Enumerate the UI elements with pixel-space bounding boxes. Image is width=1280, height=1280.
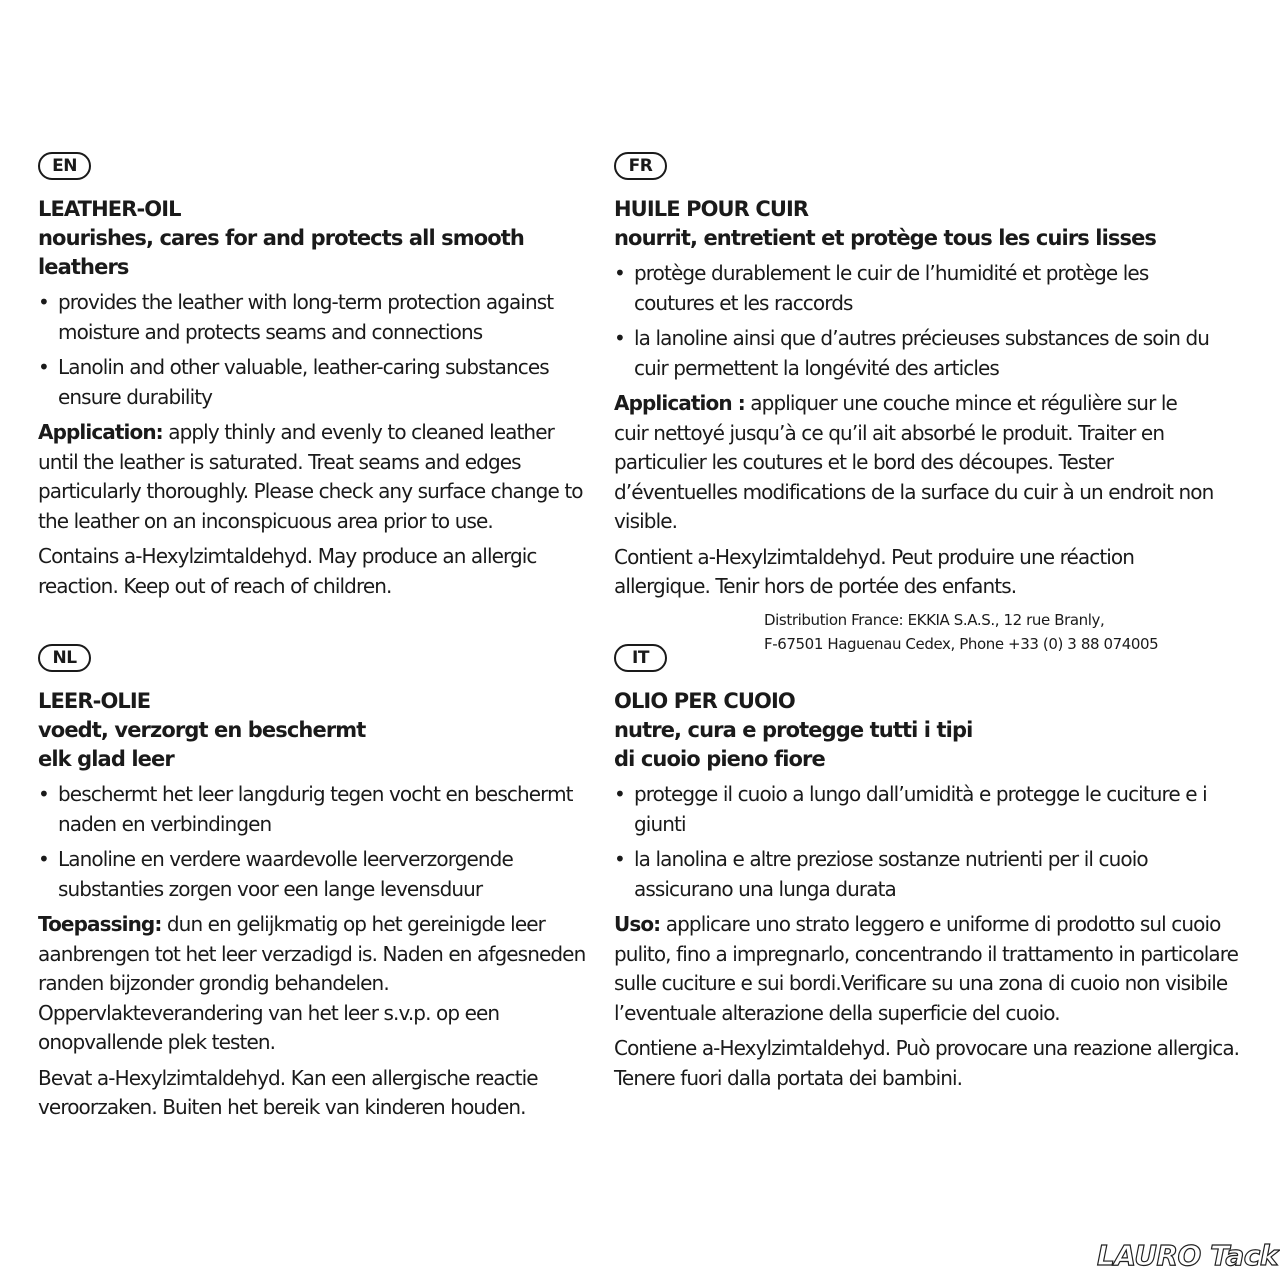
warning-text-en: Contains a-Hexylzimtaldehyd. May produce an allergic reaction. Keep out of reach of children.	[38, 544, 537, 598]
product-subtitle-fr: nourrit, entretient et protège tous les cuirs lisses	[614, 226, 1157, 250]
application-paragraph-nl	[38, 910, 598, 1058]
benefit-item	[614, 780, 1244, 839]
product-title-en: LEATHER-OIL	[38, 197, 181, 221]
product-title-fr: HUILE POUR CUIR	[614, 197, 809, 221]
benefit-list-en	[38, 288, 598, 412]
language-badge-it: IT	[614, 644, 667, 672]
warning-text-fr: Contient a-Hexylzimtaldehyd. Peut produire une réaction allergique. Tenir hors de portée des enfants.	[614, 544, 1135, 598]
benefit-item	[38, 845, 598, 904]
benefit-item	[38, 780, 598, 839]
benefit-text: Lanolin and other valuable, leather-caring substances ensure durability	[58, 355, 549, 409]
application-text: applicare uno strato leggero e uniforme di prodotto sul cuoio pulito, fino a impregnarlo, concentrando il trattamento in particolare sulle cuciture e sui bordi.Verificare su una zona di cuoio non visibile l’eventuale alterazione della superficie del cuoio.	[614, 912, 1239, 1025]
application-label: Application:	[38, 420, 163, 444]
bullet-icon: •	[38, 355, 49, 379]
application-paragraph-it	[614, 910, 1244, 1028]
benefit-text: la lanoline ainsi que d’autres précieuses substances de soin du cuir permettent la longévité des articles	[634, 326, 1210, 380]
language-badge-en: EN	[38, 152, 91, 180]
benefit-item	[38, 353, 598, 412]
benefit-item	[614, 845, 1244, 904]
watermark-logo: LAURO Tack	[1097, 1239, 1278, 1272]
product-title-it: OLIO PER CUOIO	[614, 689, 795, 713]
benefit-item	[38, 288, 598, 347]
application-text: apply thinly and evenly to cleaned leather until the leather is saturated. Treat seams and edges particularly thoroughly. Please check any surface change to the leather on an inconspicuous area prior to use.	[38, 420, 583, 533]
benefit-text: Lanoline en verdere waardevolle leerverzorgende substanties zorgen voor een lange levensduur	[58, 847, 513, 901]
product-subtitle-en: nourishes, cares for and protects all smooth leathers	[38, 226, 524, 279]
application-paragraph-en	[38, 418, 598, 536]
benefit-list-fr	[614, 259, 1214, 383]
benefit-item	[614, 259, 1214, 318]
application-label: Toepassing:	[38, 912, 162, 936]
section-nl	[38, 642, 598, 1129]
benefit-item	[614, 324, 1214, 383]
bullet-icon: •	[38, 782, 49, 806]
bullet-icon: •	[614, 261, 625, 285]
benefit-text: provides the leather with long-term protection against moisture and protects seams and connections	[58, 290, 554, 344]
warning-text-nl: Bevat a-Hexylzimtaldehyd. Kan een allergische reactie veroorzaken. Buiten het bereik van kinderen houden.	[38, 1065, 538, 1119]
product-subtitle-nl: voedt, verzorgt en beschermt elk glad leer	[38, 718, 366, 771]
benefit-text: protegge il cuoio a lungo dall’umidità e protegge le cuciture e i giunti	[634, 782, 1207, 836]
benefit-text: protège durablement le cuir de l’humidité et protège les coutures et les raccords	[634, 261, 1149, 315]
distribution-line: F-67501 Haguenau Cedex, Phone +33 (0) 3 88 074005	[764, 634, 1159, 653]
product-subtitle-it: nutre, cura e protegge tutti i tipi di cuoio pieno fiore	[614, 718, 973, 771]
benefit-list-it	[614, 780, 1244, 904]
bullet-icon: •	[614, 782, 625, 806]
bullet-icon: •	[614, 847, 625, 871]
benefit-list-nl	[38, 780, 598, 904]
distribution-line: Distribution France: EKKIA S.A.S., 12 rue Branly,	[764, 610, 1105, 629]
product-title-nl: LEER-OLIE	[38, 689, 151, 713]
language-badge-nl: NL	[38, 644, 91, 672]
bullet-icon: •	[614, 326, 625, 350]
application-label: Uso:	[614, 912, 661, 936]
application-text: appliquer une couche mince et régulière sur le cuir nettoyé jusqu’à ce qu’il ait absorbé le produit. Traiter en particulier les coutures et le bord des découpes. Tester d’éventuelles modifications de la surface du cuir à un endroit non visible.	[614, 391, 1214, 533]
language-badge-fr: FR	[614, 152, 667, 180]
warning-text-it: Contiene a-Hexylzimtaldehyd. Può provocare una reazione allergica. Tenere fuori dalla portata dei bambini.	[614, 1036, 1240, 1090]
application-paragraph-fr	[614, 389, 1214, 537]
application-label: Application :	[614, 391, 745, 415]
section-en	[38, 150, 598, 607]
section-it	[614, 642, 1244, 1099]
application-text: dun en gelijkmatig op het gereinigde leer aanbrengen tot het leer verzadigd is. Naden en afgesneden randen bijzonder grondig behandelen. Oppervlakteverandering van het leer s.v.p. op een onopvallende plek testen.	[38, 912, 586, 1054]
section-fr	[614, 150, 1214, 656]
benefit-text: beschermt het leer langdurig tegen vocht en beschermt naden en verbindingen	[58, 782, 573, 836]
bullet-icon: •	[38, 290, 49, 314]
bullet-icon: •	[38, 847, 49, 871]
benefit-text: la lanolina e altre preziose sostanze nutrienti per il cuoio assicurano una lunga durata	[634, 847, 1148, 901]
